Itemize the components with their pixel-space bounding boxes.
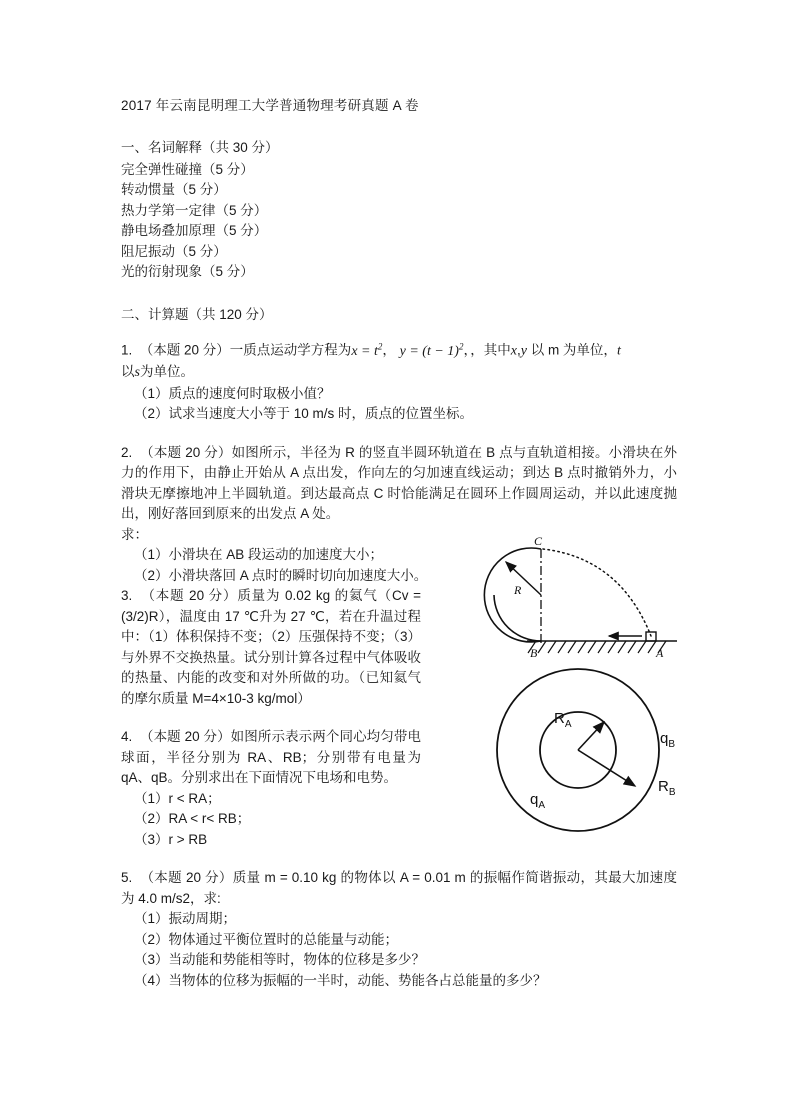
problem-3-statement <box>121 586 421 709</box>
problem-5-number: 5. <box>121 870 133 886</box>
problem-5 <box>121 868 677 991</box>
problem-1-sub-1: （1）质点的速度何时取极小值？ <box>134 385 331 401</box>
variable-x: x <box>510 343 517 359</box>
ground-hatching <box>528 641 666 653</box>
problem-2-statement <box>121 443 677 525</box>
problem-2-number: 2. <box>121 444 133 460</box>
radius-a-arrow <box>578 722 604 750</box>
radius-a-label: $R_A$ <box>554 710 572 730</box>
point-a-label: A <box>656 646 664 660</box>
term-item: 完全弹性碰撞（5 分） <box>121 161 254 177</box>
problem-4-sub-1: （1）r < RA； <box>134 790 221 806</box>
charge-b-label: $q_B$ <box>660 730 676 750</box>
problem-2-sub-1: （1）小滑块在 AB 段运动的加速度大小； <box>134 547 384 563</box>
point-b-label: B <box>530 646 538 660</box>
problem-1-equation-y: $y = (t - 1)^2$ <box>399 341 464 359</box>
problem-1 <box>121 336 677 425</box>
problem-1-line2-b: 为单位。 <box>139 364 194 380</box>
spacer <box>121 850 677 868</box>
spacer <box>121 283 677 305</box>
problem-1-lead: （本题 20 分）一质点运动学方程为 <box>139 342 352 358</box>
figure-concentric-spheres <box>480 660 695 840</box>
problem-2-ask: 求： <box>121 526 148 542</box>
term-item: 静电场叠加原理（5 分） <box>121 223 268 238</box>
problem-1-number: 1. <box>121 342 133 358</box>
variable-y: y <box>520 343 527 359</box>
term-item: 热力学第一定律（5 分） <box>121 202 268 218</box>
term-item: 光的衍射现象（5 分） <box>121 264 254 279</box>
problem-2-sub-2: （2）小滑块落回 A 点时的瞬时切向加速度大小。 <box>134 567 428 583</box>
problem-2-body: （本题 20 分）如图所示，半径为 R 的竖直半圆环轨道在 B 点与直轨道相接。小滑块在外力的作用下，由静止开始从 A 点出发，作向左的匀加速直线运动；到达 B 点时撤销外力，小滑块无摩擦地冲上半圆轨道。到达最高点 C 时恰能满足在圆环上作圆周运动，并以此速度抛出，刚好落回到原来的出发点 A 处。 <box>121 444 677 522</box>
radius-label: R <box>514 583 522 597</box>
semicircle-lower-arc <box>494 595 541 641</box>
problem-1-statement: 1. （本题 20 分）一质点运动学方程为$x = t^2$， $y = (t - 1)^2$，，其中x,y 以 m 为单位，t <box>121 341 621 359</box>
problem-1-line2-a: 以 <box>121 364 135 380</box>
radius-b-arrow <box>578 750 635 786</box>
projectile-trajectory-dotted <box>543 549 651 636</box>
point-c-label: C <box>534 534 543 548</box>
term-item: 转动惯量（5 分） <box>121 182 227 197</box>
term-item: 阻尼振动（5 分） <box>121 243 227 259</box>
problem-5-sub-4: （4）当物体的位移为振幅的一半时，动能、势能各占总能量的多少？ <box>134 972 547 988</box>
variable-s: s <box>134 365 140 381</box>
figure-semicircular-track <box>470 528 695 663</box>
spacer <box>121 425 677 443</box>
problem-1-mid: ，其中 <box>470 342 511 358</box>
radius-b-label: $R_B$ <box>658 778 676 798</box>
charge-a-label: $q_A$ <box>530 791 546 811</box>
spacer <box>121 326 677 336</box>
problem-5-body: （本题 20 分）质量 m = 0.10 kg 的物体以 A = 0.01 m 的振幅作简谐振动，其最大加速度为 4.0 m/s2，求: <box>121 870 677 906</box>
problem-5-statement <box>121 868 677 909</box>
variable-t: t <box>616 343 621 359</box>
section-1-heading: 一、名词解释（共 30 分） <box>121 140 279 155</box>
problem-4-sub-2: （2）RA < r< RB； <box>134 811 251 827</box>
problem-5-sub-1: （1）振动周期； <box>134 911 237 927</box>
problem-1-tail: 以 m 为单位， <box>530 342 617 358</box>
problem-4-number: 4. <box>121 729 133 745</box>
problem-1-statement-line2 <box>121 362 677 384</box>
problem-3-body: （本题 20 分）质量为 0.02 kg 的氦气（Cv =(3/2)R），温度由 17 ℃升为 27 ℃，若在升温过程中：（1）体积保持不变；（2）压强保持不变；（3）与外界不交换热量。试分别计算各过程中气体吸收的热量、内能的改变和对外所做的功。（已知氦气的摩尔质量 M=4×10-3 kg/mol） <box>121 588 421 706</box>
problem-4-sub-3: （3）r > RB <box>134 831 208 847</box>
problem-3-number: 3. <box>121 588 133 604</box>
radius-arrow <box>506 562 541 595</box>
page-title: 2017 年云南昆明理工大学普通物理考研真题 A 卷 <box>121 98 419 113</box>
problem-4-body: （本题 20 分）如图所示表示两个同心均匀带电球面，半径分别为 RA、RB；分别带有电量为 qA、qB。分别求出在下面情况下电场和电势。 <box>121 729 421 786</box>
problem-5-sub-2: （2）物体通过平衡位置时的总能量与动能； <box>134 931 399 947</box>
problem-1-equation-x: $x = t^2$ <box>351 341 383 359</box>
comma: , <box>516 342 521 358</box>
semicircle-track-path <box>484 548 541 642</box>
section-2-heading: 二、计算题（共 120 分） <box>121 306 273 322</box>
problem-1-sub-2: （2）试求当速度大小等于 10 m/s 时，质点的位置坐标。 <box>134 406 474 422</box>
problem-4-statement <box>121 727 421 789</box>
problem-5-sub-3: （3）当动能和势能相等时，物体的位移是多少？ <box>134 952 426 968</box>
